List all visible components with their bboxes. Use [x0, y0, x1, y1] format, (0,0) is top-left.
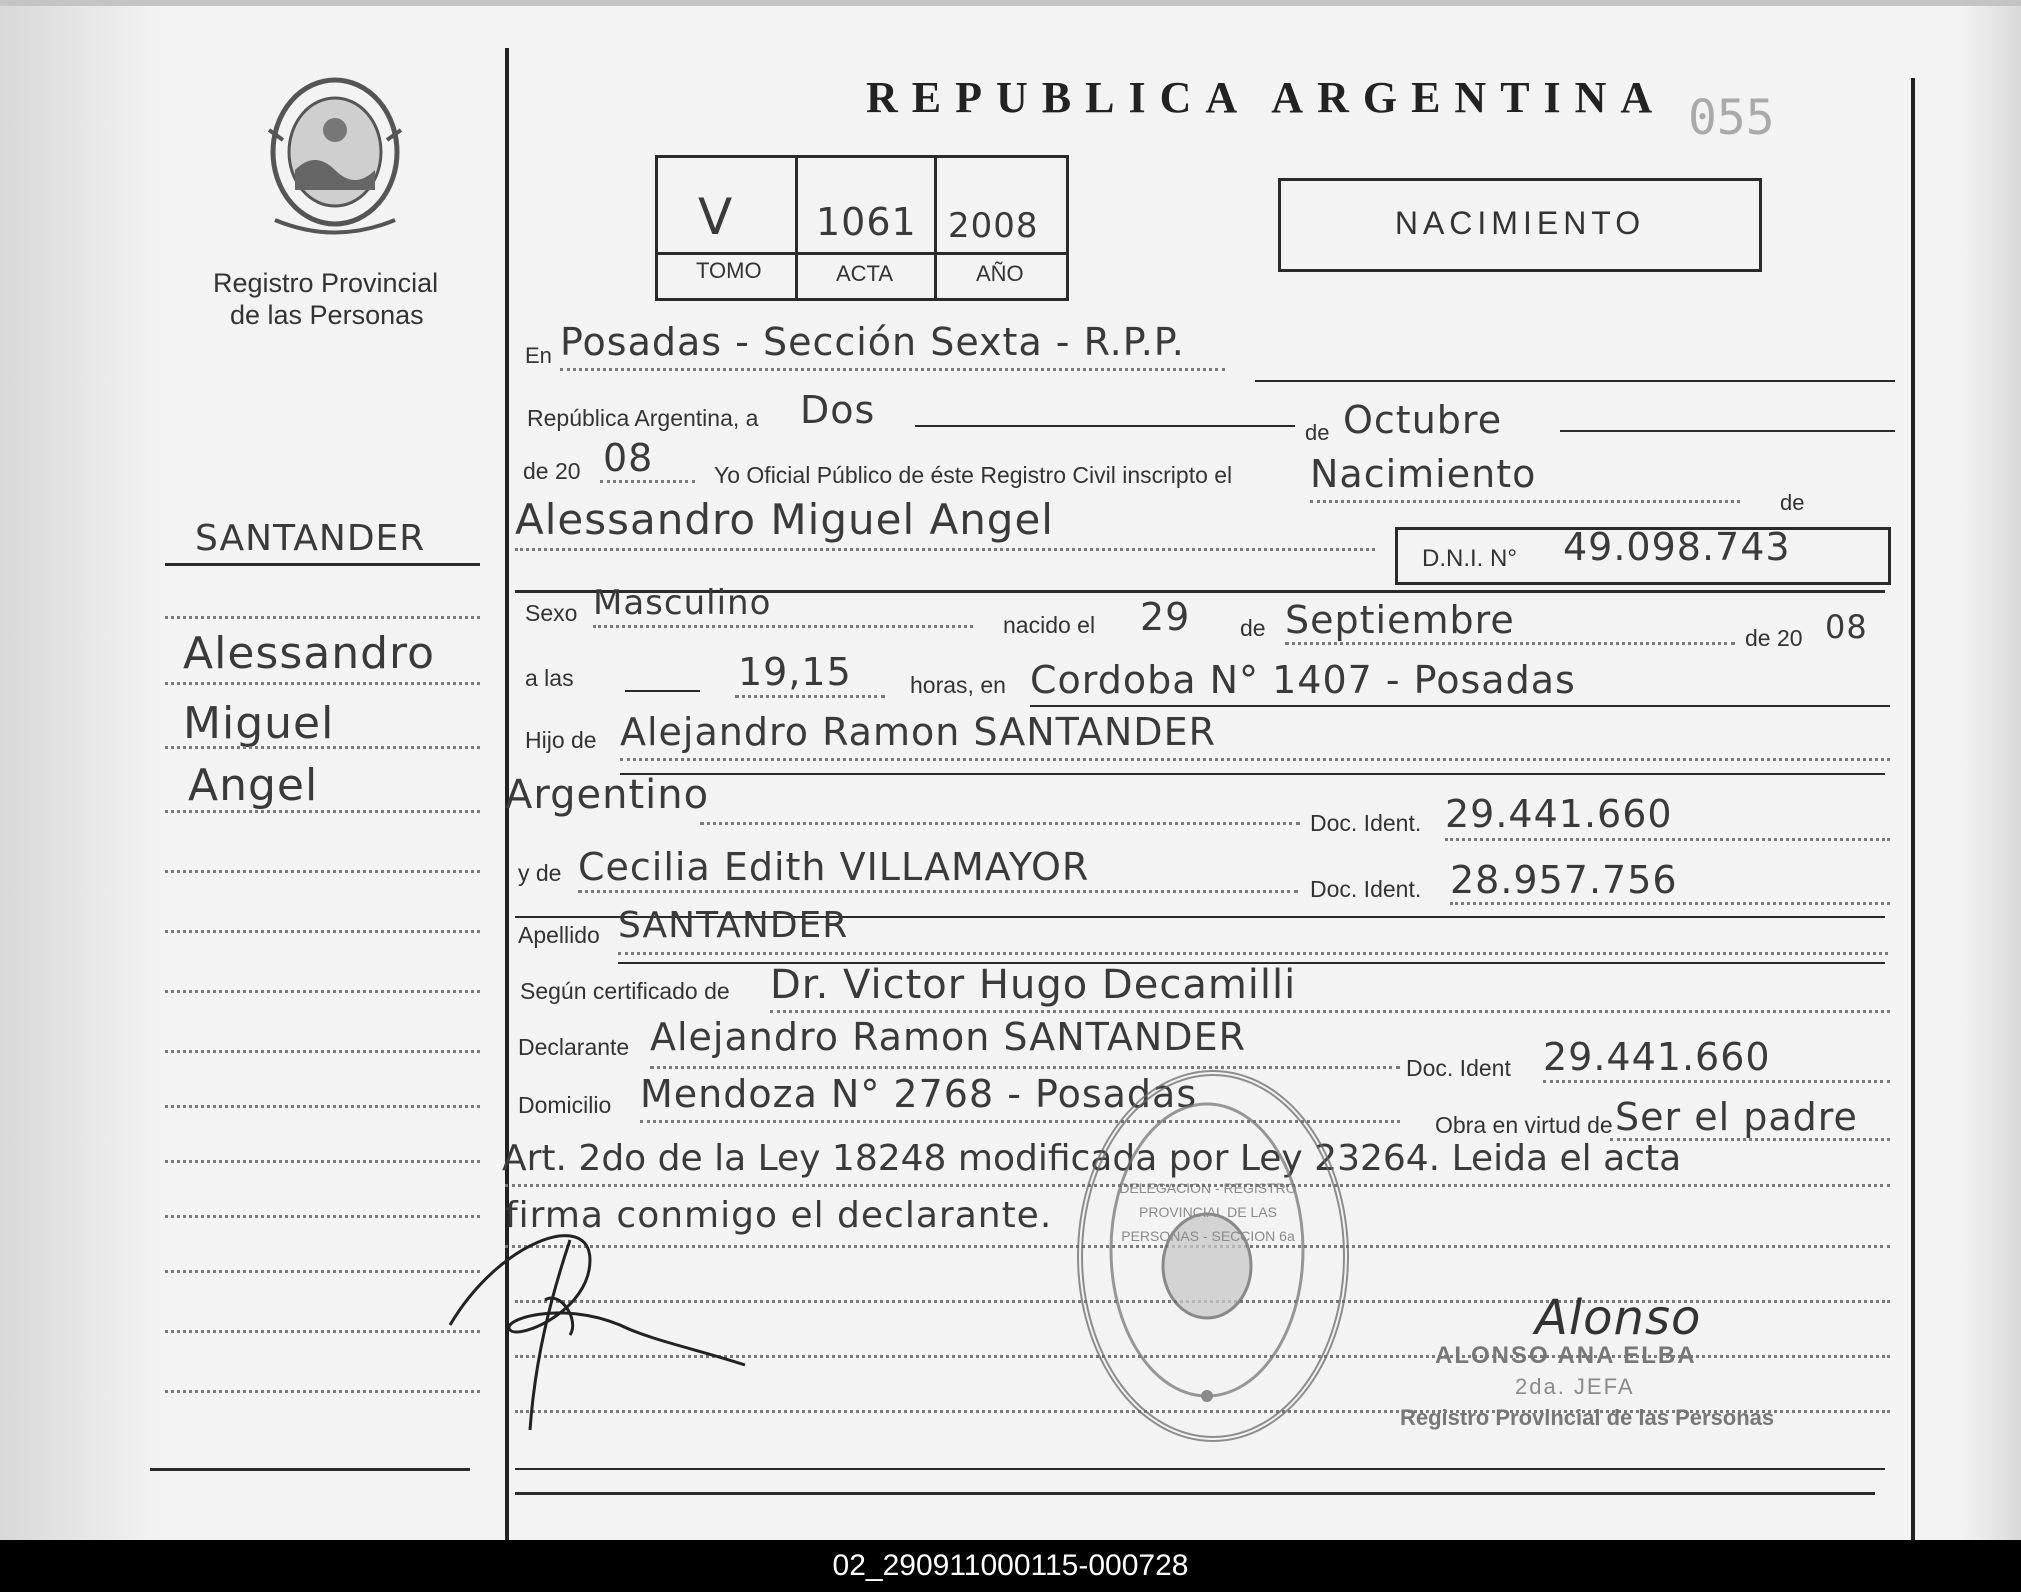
margin-dotline: [165, 930, 480, 933]
margin-dotline: [165, 1160, 480, 1163]
label-oficial: Yo Oficial Público de éste Registro Civil inscripto el: [714, 462, 1233, 488]
margin-dotline: [165, 1270, 480, 1273]
field-hora: 19,15: [738, 650, 852, 694]
row-rule: [620, 773, 1885, 775]
record-type: NACIMIENTO: [1394, 205, 1646, 241]
label-sexo: Sexo: [525, 600, 578, 626]
field-nacido-dia: 29: [1140, 595, 1191, 639]
label-alas: a las: [525, 665, 574, 691]
margin-dotline: [165, 1215, 480, 1218]
margin-surname: SANTANDER: [195, 518, 426, 559]
field-padre-doc: 29.441.660: [1445, 792, 1673, 836]
label-doc-ident-3: Doc. Ident: [1406, 1055, 1511, 1081]
row-dotline: [1310, 500, 1740, 503]
row-dotline: [600, 480, 695, 483]
margin-dotline: [165, 1050, 480, 1053]
row-dotline: [1543, 1080, 1890, 1083]
stamp-ring-text: DELEGACION - REGISTRO PROVINCIAL DE LAS PERSONAS - SECCION 6a: [1119, 1180, 1297, 1244]
bottom-rule: [515, 1468, 1885, 1470]
anio-value: 2008: [948, 206, 1039, 246]
field-dni: 49.098.743: [1563, 525, 1791, 569]
official-signature: Alonso: [1535, 1290, 1702, 1346]
margin-dotline: [165, 990, 480, 993]
row-dotline: [593, 625, 973, 628]
field-certificado: Dr. Victor Hugo Decamilli: [770, 962, 1297, 1008]
margin-dotline: [165, 682, 480, 685]
row-rule: [915, 425, 1295, 427]
margin-dotline: [165, 810, 480, 813]
right-margin-rule: [1911, 78, 1915, 1540]
row-rule: [1255, 380, 1895, 382]
label-domicilio: Domicilio: [518, 1092, 612, 1118]
margin-dotline: [165, 1105, 480, 1108]
label-year: de 20: [523, 458, 581, 484]
record-type-box: [1278, 178, 1762, 272]
official-round-stamp: [1077, 1070, 1349, 1442]
office-name-line1: Registro Provincial: [213, 268, 439, 298]
field-lugar: Cordoba N° 1407 - Posadas: [1030, 658, 1576, 702]
label-nacido: nacido el: [1003, 612, 1096, 638]
page-top-edge: [0, 0, 2021, 6]
page-number: 055: [1688, 90, 1775, 146]
note-line-1: Art. 2do de la Ley 18248 modificada por Ley 23264. Leida el acta: [502, 1138, 1682, 1179]
declarant-signature: [440, 1200, 750, 1435]
row-dotline: [650, 1066, 1400, 1069]
label-de-2: de: [1780, 490, 1805, 515]
field-nombre: Alessandro Miguel Angel: [515, 495, 1054, 544]
margin-dotline: [165, 746, 480, 749]
margin-name-2: Miguel: [183, 698, 335, 749]
row-dotline: [735, 695, 885, 698]
field-domicilio: Mendoza N° 2768 - Posadas: [640, 1072, 1198, 1116]
field-declarante: Alejandro Ramon SANTANDER: [650, 1015, 1246, 1059]
row-dotline: [618, 952, 1888, 955]
province-seal-logo: [255, 70, 415, 240]
anio-label: AÑO: [976, 261, 1024, 286]
row-rule: [1560, 430, 1895, 432]
field-year: 08: [603, 436, 654, 480]
label-de-3: de: [1240, 615, 1266, 641]
label-apellido: Apellido: [518, 922, 600, 948]
row-dotline: [515, 548, 1375, 551]
tomo-value: V: [698, 188, 734, 246]
label-obra: Obra en virtud de: [1435, 1112, 1613, 1138]
row-dotline: [578, 890, 1298, 893]
record-number-box: [655, 155, 1069, 301]
field-nacido-mes: Septiembre: [1285, 598, 1515, 642]
page-right-shadow: [1961, 0, 2021, 1540]
row-dotline: [1450, 902, 1890, 905]
label-hijo: Hijo de: [525, 727, 597, 753]
label-declarante: Declarante: [518, 1034, 630, 1060]
row-dotline: [700, 822, 1300, 825]
acta-label: ACTA: [836, 261, 894, 286]
dni-box: [1395, 527, 1891, 585]
label-doc-ident: Doc. Ident.: [1310, 810, 1422, 836]
field-sexo: Masculino: [593, 583, 772, 623]
margin-dotline: [165, 1330, 480, 1333]
field-padre-nacionalidad: Argentino: [505, 772, 710, 818]
official-office: Registro Provincial de las Personas: [1400, 1405, 1775, 1430]
file-id: 02_290911000115-000728: [832, 1549, 1189, 1582]
tomo-label: TOMO: [696, 258, 762, 283]
field-apellido: SANTANDER: [618, 905, 849, 946]
row-dotline: [560, 368, 1225, 371]
label-de20: de 20: [1745, 625, 1803, 651]
row-dotline: [770, 1010, 1890, 1013]
field-declarante-doc: 29.441.660: [1543, 1035, 1771, 1079]
file-id-bar: [0, 1540, 2021, 1592]
row-dotline: [1445, 838, 1890, 841]
row-dotline: [1285, 642, 1735, 645]
field-acto: Nacimiento: [1310, 452, 1537, 496]
label-doc-ident-2: Doc. Ident.: [1310, 876, 1422, 902]
label-yde: y de: [518, 860, 562, 886]
margin-rule: [165, 563, 480, 566]
label-en: En: [525, 343, 552, 368]
official-role: 2da. JEFA: [1515, 1374, 1635, 1399]
margin-dotline: [165, 616, 480, 619]
field-en: Posadas - Sección Sexta - R.P.P.: [560, 320, 1185, 364]
margin-dotline: [165, 870, 480, 873]
label-republica: República Argentina, a: [527, 405, 759, 431]
office-name-line2: de las Personas: [230, 300, 424, 330]
field-month: Octubre: [1343, 398, 1503, 442]
row-rule: [1030, 705, 1890, 707]
official-name: ALONSO ANA ELBA: [1435, 1342, 1697, 1369]
field-madre: Cecilia Edith VILLAMAYOR: [578, 845, 1090, 889]
field-day: Dos: [800, 388, 876, 432]
label-dni: D.N.I. N°: [1422, 545, 1517, 572]
field-obra: Ser el padre: [1615, 1095, 1858, 1139]
row-rule: [625, 690, 700, 692]
margin-name-3: Angel: [188, 760, 319, 811]
field-padre: Alejandro Ramon SANTANDER: [620, 710, 1216, 754]
document-title: REPUBLICA ARGENTINA: [866, 73, 1667, 122]
margin-dotline: [165, 1390, 480, 1393]
bottom-rule: [515, 1492, 1875, 1495]
margin-name-1: Alessandro: [183, 628, 436, 679]
row-dotline: [620, 758, 1890, 761]
note-line-2: firma conmigo el declarante.: [505, 1195, 1053, 1236]
label-de: de: [1305, 420, 1330, 445]
acta-value: 1061: [816, 200, 917, 244]
field-nacido-anio: 08: [1825, 608, 1868, 646]
label-horas: horas, en: [910, 672, 1006, 698]
margin-bottom-rule: [150, 1468, 470, 1471]
page-left-shadow: [0, 0, 160, 1540]
label-segun: Según certificado de: [520, 978, 730, 1004]
field-madre-doc: 28.957.756: [1450, 858, 1678, 902]
